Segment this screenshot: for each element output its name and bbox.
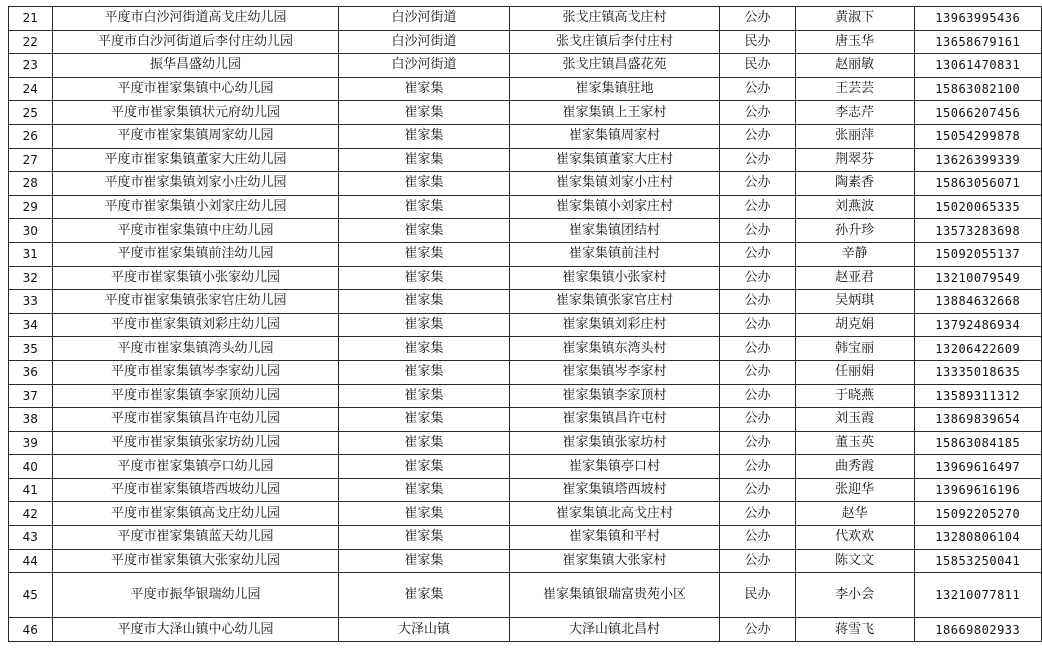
cell-kindergarten-name: 平度市崔家集镇大张家幼儿园 <box>52 549 339 573</box>
cell-ownership-type: 公办 <box>720 77 795 101</box>
cell-kindergarten-name: 平度市崔家集镇张家官庄幼儿园 <box>52 290 339 314</box>
cell-index: 46 <box>9 618 53 642</box>
cell-principal: 蒋雪飞 <box>795 618 914 642</box>
cell-index: 24 <box>9 77 53 101</box>
cell-ownership-type: 公办 <box>720 618 795 642</box>
table-row <box>9 77 1042 101</box>
cell-kindergarten-name: 平度市崔家集镇董家大庄幼儿园 <box>52 148 339 172</box>
cell-address: 张戈庄镇昌盛花苑 <box>509 54 720 78</box>
cell-address: 崔家集镇张家坊村 <box>509 431 720 455</box>
cell-town: 白沙河街道 <box>339 54 509 78</box>
cell-principal: 赵丽敏 <box>795 54 914 78</box>
cell-ownership-type: 公办 <box>720 124 795 148</box>
table-row <box>9 124 1042 148</box>
cell-town: 崔家集 <box>339 195 509 219</box>
cell-principal: 吴炳琪 <box>795 290 914 314</box>
cell-ownership-type: 公办 <box>720 7 795 31</box>
cell-ownership-type: 公办 <box>720 360 795 384</box>
cell-ownership-type: 民办 <box>720 573 795 618</box>
cell-ownership-type: 公办 <box>720 195 795 219</box>
cell-town: 崔家集 <box>339 101 509 125</box>
cell-index: 21 <box>9 7 53 31</box>
table-row <box>9 54 1042 78</box>
cell-town: 崔家集 <box>339 360 509 384</box>
table-row <box>9 384 1042 408</box>
cell-index: 23 <box>9 54 53 78</box>
table-row <box>9 455 1042 479</box>
cell-kindergarten-name: 平度市崔家集镇张家坊幼儿园 <box>52 431 339 455</box>
cell-ownership-type: 公办 <box>720 172 795 196</box>
cell-phone: 15092055137 <box>914 242 1041 266</box>
cell-principal: 唐玉华 <box>795 30 914 54</box>
table-row <box>9 266 1042 290</box>
cell-kindergarten-name: 平度市崔家集镇李家顶幼儿园 <box>52 384 339 408</box>
cell-principal: 于晓燕 <box>795 384 914 408</box>
table-row <box>9 573 1042 618</box>
cell-principal: 李小会 <box>795 573 914 618</box>
cell-phone: 13589311312 <box>914 384 1041 408</box>
cell-ownership-type: 公办 <box>720 455 795 479</box>
table-row <box>9 313 1042 337</box>
cell-index: 37 <box>9 384 53 408</box>
cell-phone: 15863084185 <box>914 431 1041 455</box>
cell-town: 崔家集 <box>339 549 509 573</box>
cell-principal: 王芸芸 <box>795 77 914 101</box>
cell-principal: 刘玉霞 <box>795 408 914 432</box>
cell-kindergarten-name: 平度市崔家集镇中心幼儿园 <box>52 77 339 101</box>
cell-ownership-type: 公办 <box>720 549 795 573</box>
cell-ownership-type: 民办 <box>720 54 795 78</box>
cell-kindergarten-name: 平度市崔家集镇中庄幼儿园 <box>52 219 339 243</box>
cell-kindergarten-name: 平度市崔家集镇周家幼儿园 <box>52 124 339 148</box>
cell-principal: 任丽娟 <box>795 360 914 384</box>
cell-kindergarten-name: 振华昌盛幼儿园 <box>52 54 339 78</box>
cell-address: 崔家集镇大张家村 <box>509 549 720 573</box>
cell-index: 27 <box>9 148 53 172</box>
cell-town: 白沙河街道 <box>339 7 509 31</box>
cell-ownership-type: 民办 <box>720 30 795 54</box>
cell-kindergarten-name: 平度市崔家集镇湾头幼儿园 <box>52 337 339 361</box>
cell-address: 崔家集镇北高戈庄村 <box>509 502 720 526</box>
cell-index: 34 <box>9 313 53 337</box>
cell-ownership-type: 公办 <box>720 526 795 550</box>
cell-kindergarten-name: 平度市崔家集镇前洼幼儿园 <box>52 242 339 266</box>
cell-town: 崔家集 <box>339 384 509 408</box>
cell-ownership-type: 公办 <box>720 478 795 502</box>
cell-kindergarten-name: 平度市崔家集镇亭口幼儿园 <box>52 455 339 479</box>
cell-address: 崔家集镇董家大庄村 <box>509 148 720 172</box>
cell-town: 崔家集 <box>339 124 509 148</box>
cell-kindergarten-name: 平度市崔家集镇刘家小庄幼儿园 <box>52 172 339 196</box>
cell-index: 44 <box>9 549 53 573</box>
cell-phone: 13658679161 <box>914 30 1041 54</box>
cell-address: 崔家集镇和平村 <box>509 526 720 550</box>
cell-phone: 13573283698 <box>914 219 1041 243</box>
cell-phone: 15863056071 <box>914 172 1041 196</box>
cell-kindergarten-name: 平度市大泽山镇中心幼儿园 <box>52 618 339 642</box>
cell-address: 崔家集镇小张家村 <box>509 266 720 290</box>
cell-town: 崔家集 <box>339 290 509 314</box>
cell-address: 大泽山镇北昌村 <box>509 618 720 642</box>
cell-index: 38 <box>9 408 53 432</box>
cell-index: 29 <box>9 195 53 219</box>
cell-address: 崔家集镇周家村 <box>509 124 720 148</box>
cell-address: 崔家集镇张家官庄村 <box>509 290 720 314</box>
table-row <box>9 337 1042 361</box>
cell-kindergarten-name: 平度市崔家集镇刘彩庄幼儿园 <box>52 313 339 337</box>
cell-phone: 13869839654 <box>914 408 1041 432</box>
cell-town: 崔家集 <box>339 526 509 550</box>
cell-phone: 15054299878 <box>914 124 1041 148</box>
cell-ownership-type: 公办 <box>720 290 795 314</box>
cell-ownership-type: 公办 <box>720 101 795 125</box>
cell-ownership-type: 公办 <box>720 148 795 172</box>
cell-index: 25 <box>9 101 53 125</box>
table-row <box>9 219 1042 243</box>
cell-town: 崔家集 <box>339 478 509 502</box>
cell-index: 31 <box>9 242 53 266</box>
cell-kindergarten-name: 平度市崔家集镇状元府幼儿园 <box>52 101 339 125</box>
cell-phone: 13626399339 <box>914 148 1041 172</box>
cell-index: 28 <box>9 172 53 196</box>
cell-phone: 13884632668 <box>914 290 1041 314</box>
cell-kindergarten-name: 平度市白沙河街道后李付庄幼儿园 <box>52 30 339 54</box>
table-row <box>9 360 1042 384</box>
cell-town: 崔家集 <box>339 77 509 101</box>
cell-ownership-type: 公办 <box>720 408 795 432</box>
cell-ownership-type: 公办 <box>720 242 795 266</box>
cell-ownership-type: 公办 <box>720 313 795 337</box>
cell-ownership-type: 公办 <box>720 219 795 243</box>
cell-principal: 韩宝丽 <box>795 337 914 361</box>
cell-principal: 辛静 <box>795 242 914 266</box>
table-row <box>9 7 1042 31</box>
cell-phone: 13206422609 <box>914 337 1041 361</box>
cell-town: 崔家集 <box>339 148 509 172</box>
cell-principal: 陈文文 <box>795 549 914 573</box>
cell-address: 崔家集镇团结村 <box>509 219 720 243</box>
cell-town: 崔家集 <box>339 172 509 196</box>
kindergarten-table <box>8 6 1042 642</box>
table-row <box>9 618 1042 642</box>
table-row <box>9 502 1042 526</box>
table-row <box>9 290 1042 314</box>
cell-address: 崔家集镇刘彩庄村 <box>509 313 720 337</box>
cell-principal: 曲秀霞 <box>795 455 914 479</box>
table-row <box>9 101 1042 125</box>
cell-phone: 13280806104 <box>914 526 1041 550</box>
cell-index: 22 <box>9 30 53 54</box>
cell-phone: 13963995436 <box>914 7 1041 31</box>
cell-index: 35 <box>9 337 53 361</box>
cell-town: 白沙河街道 <box>339 30 509 54</box>
cell-town: 大泽山镇 <box>339 618 509 642</box>
cell-ownership-type: 公办 <box>720 337 795 361</box>
cell-principal: 刘燕波 <box>795 195 914 219</box>
cell-kindergarten-name: 平度市崔家集镇小张家幼儿园 <box>52 266 339 290</box>
cell-address: 崔家集镇上王家村 <box>509 101 720 125</box>
cell-address: 崔家集镇塔西坡村 <box>509 478 720 502</box>
cell-address: 崔家集镇银瑞富贵苑小区 <box>509 573 720 618</box>
cell-address: 崔家集镇小刘家庄村 <box>509 195 720 219</box>
cell-kindergarten-name: 平度市崔家集镇岑李家幼儿园 <box>52 360 339 384</box>
cell-index: 39 <box>9 431 53 455</box>
cell-phone: 13969616497 <box>914 455 1041 479</box>
cell-index: 33 <box>9 290 53 314</box>
cell-town: 崔家集 <box>339 219 509 243</box>
cell-kindergarten-name: 平度市崔家集镇蓝天幼儿园 <box>52 526 339 550</box>
cell-address: 张戈庄镇后李付庄村 <box>509 30 720 54</box>
table-row <box>9 549 1042 573</box>
cell-index: 32 <box>9 266 53 290</box>
cell-ownership-type: 公办 <box>720 431 795 455</box>
cell-principal: 张丽萍 <box>795 124 914 148</box>
cell-address: 崔家集镇驻地 <box>509 77 720 101</box>
cell-principal: 陶素香 <box>795 172 914 196</box>
cell-index: 26 <box>9 124 53 148</box>
cell-index: 40 <box>9 455 53 479</box>
table-row <box>9 478 1042 502</box>
table-row <box>9 408 1042 432</box>
cell-town: 崔家集 <box>339 573 509 618</box>
cell-principal: 李志芹 <box>795 101 914 125</box>
cell-phone: 13792486934 <box>914 313 1041 337</box>
cell-principal: 黄淑下 <box>795 7 914 31</box>
cell-address: 崔家集镇前洼村 <box>509 242 720 266</box>
cell-principal: 董玉英 <box>795 431 914 455</box>
cell-index: 42 <box>9 502 53 526</box>
cell-index: 41 <box>9 478 53 502</box>
cell-phone: 15853250041 <box>914 549 1041 573</box>
cell-town: 崔家集 <box>339 337 509 361</box>
cell-kindergarten-name: 平度市崔家集镇塔西坡幼儿园 <box>52 478 339 502</box>
cell-kindergarten-name: 平度市崔家集镇小刘家庄幼儿园 <box>52 195 339 219</box>
cell-phone: 15092205270 <box>914 502 1041 526</box>
cell-ownership-type: 公办 <box>720 502 795 526</box>
table-row <box>9 526 1042 550</box>
cell-town: 崔家集 <box>339 431 509 455</box>
table-row <box>9 148 1042 172</box>
cell-phone: 13061470831 <box>914 54 1041 78</box>
cell-ownership-type: 公办 <box>720 266 795 290</box>
cell-town: 崔家集 <box>339 266 509 290</box>
cell-phone: 15066207456 <box>914 101 1041 125</box>
cell-address: 张戈庄镇高戈庄村 <box>509 7 720 31</box>
cell-index: 45 <box>9 573 53 618</box>
cell-kindergarten-name: 平度市振华银瑞幼儿园 <box>52 573 339 618</box>
cell-kindergarten-name: 平度市崔家集镇高戈庄幼儿园 <box>52 502 339 526</box>
cell-phone: 15020065335 <box>914 195 1041 219</box>
cell-principal: 代欢欢 <box>795 526 914 550</box>
table-row <box>9 172 1042 196</box>
cell-town: 崔家集 <box>339 408 509 432</box>
cell-phone: 13210079549 <box>914 266 1041 290</box>
cell-index: 43 <box>9 526 53 550</box>
cell-address: 崔家集镇昌许屯村 <box>509 408 720 432</box>
table-row <box>9 431 1042 455</box>
cell-principal: 赵亚君 <box>795 266 914 290</box>
cell-principal: 胡克娟 <box>795 313 914 337</box>
cell-phone: 15863082100 <box>914 77 1041 101</box>
cell-phone: 13335018635 <box>914 360 1041 384</box>
cell-principal: 孙升珍 <box>795 219 914 243</box>
cell-phone: 18669802933 <box>914 618 1041 642</box>
cell-town: 崔家集 <box>339 242 509 266</box>
cell-principal: 赵华 <box>795 502 914 526</box>
cell-address: 崔家集镇亭口村 <box>509 455 720 479</box>
cell-principal: 张迎华 <box>795 478 914 502</box>
table-row <box>9 30 1042 54</box>
cell-town: 崔家集 <box>339 455 509 479</box>
cell-ownership-type: 公办 <box>720 384 795 408</box>
cell-town: 崔家集 <box>339 502 509 526</box>
cell-kindergarten-name: 平度市崔家集镇昌许屯幼儿园 <box>52 408 339 432</box>
cell-town: 崔家集 <box>339 313 509 337</box>
cell-index: 36 <box>9 360 53 384</box>
cell-index: 30 <box>9 219 53 243</box>
table-row <box>9 195 1042 219</box>
table-row <box>9 242 1042 266</box>
cell-phone: 13210077811 <box>914 573 1041 618</box>
cell-address: 崔家集镇刘家小庄村 <box>509 172 720 196</box>
cell-phone: 13969616196 <box>914 478 1041 502</box>
cell-address: 崔家集镇岑李家村 <box>509 360 720 384</box>
cell-kindergarten-name: 平度市白沙河街道高戈庄幼儿园 <box>52 7 339 31</box>
cell-principal: 荆翠芬 <box>795 148 914 172</box>
cell-address: 崔家集镇东湾头村 <box>509 337 720 361</box>
cell-address: 崔家集镇李家顶村 <box>509 384 720 408</box>
